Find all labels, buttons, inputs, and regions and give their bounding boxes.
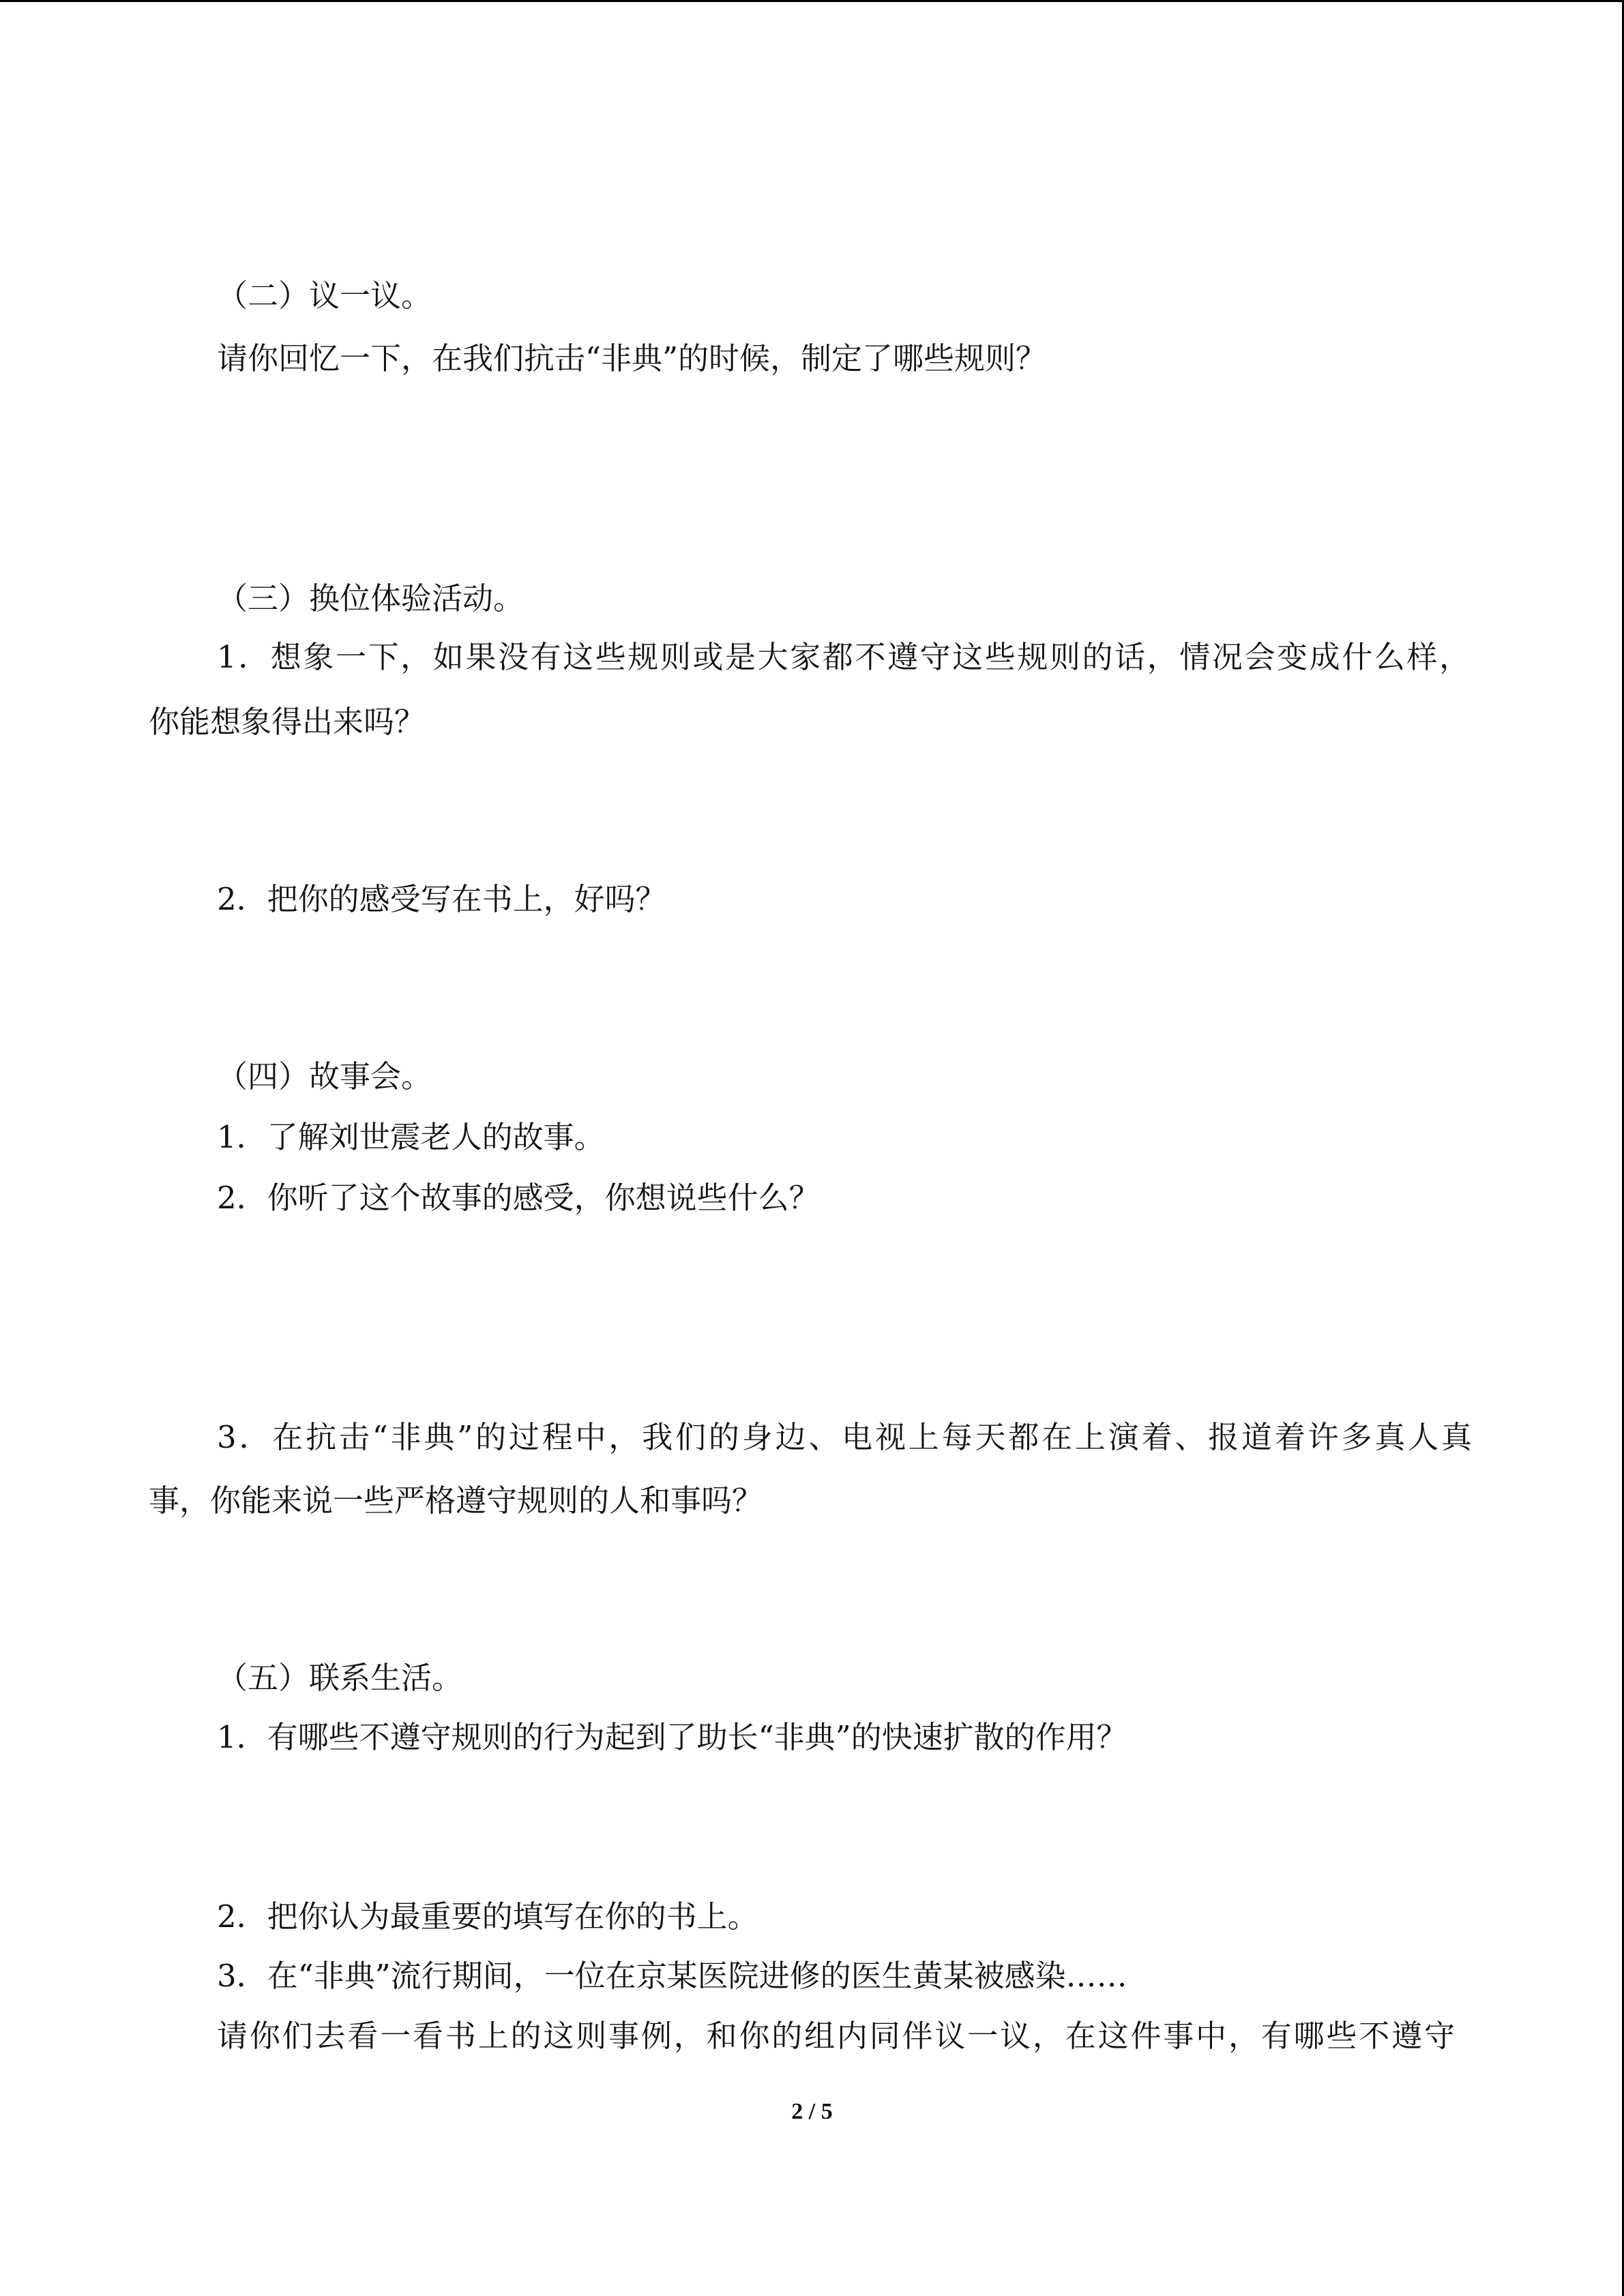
- section-heading-life: （五）联系生活。: [217, 1660, 463, 1696]
- question-life-3: 3．在“非典”流行期间，一位在京某医院进修的医生黄某被感染……: [217, 1958, 1127, 1994]
- question-life-1: 1．有哪些不遵守规则的行为起到了助长“非典”的快速扩散的作用？: [217, 1719, 1127, 1755]
- question-rules: 请你回忆一下，在我们抗击“非典”的时候，制定了哪些规则？: [217, 340, 1047, 376]
- question-imagine: 1．想象一下，如果没有这些规则或是大家都不遵守这些规则的话，情况会变成什么样，: [217, 639, 1470, 675]
- section-heading-discuss: （二）议一议。: [217, 278, 432, 314]
- section-heading-role-play: （三）换位体验活动。: [217, 580, 525, 616]
- question-story-2: 2．你听了这个故事的感受，你想说些什么？: [217, 1180, 820, 1216]
- section-heading-story: （四）故事会。: [217, 1058, 432, 1094]
- question-story-3: 3．在抗击“非典”的过程中，我们的身边、电视上每天都在上演着、报道着许多真人真: [217, 1419, 1472, 1455]
- question-write-feelings: 2．把你的感受写在书上，好吗？: [217, 881, 666, 917]
- question-life-3-prompt: 请你们去看一看书上的这则事例，和你的组内同伴议一议，在这件事中，有哪些不遵守: [217, 2018, 1455, 2054]
- page-number: 2 / 5: [791, 2099, 833, 2124]
- question-life-2: 2．把你认为最重要的填写在你的书上。: [217, 1898, 758, 1935]
- question-story-1: 1．了解刘世震老人的故事。: [217, 1119, 605, 1155]
- question-story-3-cont: 事，你能来说一些严格遵守规则的人和事吗？: [149, 1482, 763, 1519]
- question-imagine-cont: 你能想象得出来吗？: [149, 704, 426, 740]
